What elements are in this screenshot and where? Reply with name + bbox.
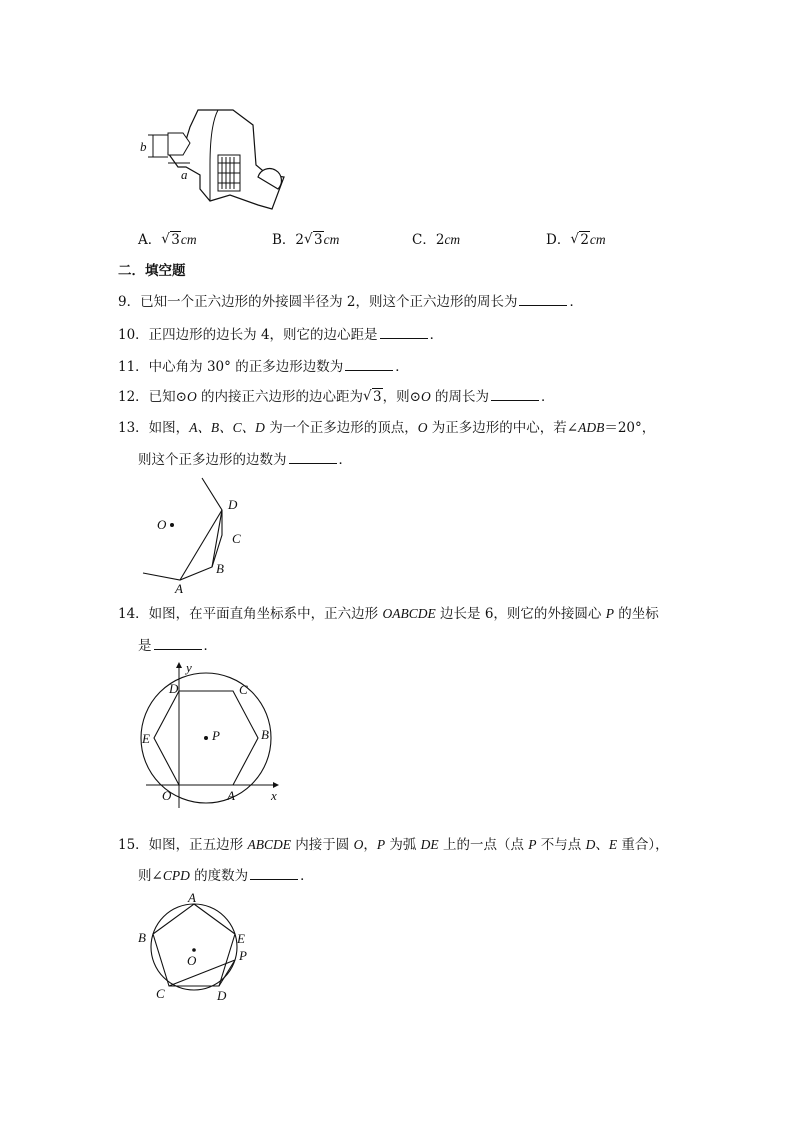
figure-13 <box>140 475 260 595</box>
sqrt-d: √ 2 <box>570 232 590 248</box>
question-11: 11．中心角为 30° 的正多边形边数为 ． <box>118 359 409 375</box>
fig15-C: C <box>156 986 165 1001</box>
fig15-P: P <box>239 948 247 963</box>
option-a: A．√ 3cm <box>138 228 197 248</box>
answer-blank-11 <box>345 358 393 371</box>
answer-blank-15 <box>250 867 298 880</box>
fig13-C: C <box>232 531 241 546</box>
question-15: 15．如图，正五边形 ABCDE 内接于圆 O，P 为弧 DE 上的一点（点 P 不与点 D、E 重合）， <box>118 837 669 853</box>
option-c: C．2cm <box>412 232 461 248</box>
answer-blank-12 <box>491 388 539 401</box>
fig13-D: D <box>228 497 238 512</box>
question-13: 13．如图，A、B、C、D 为一个正多边形的顶点，O 为正多边形的中心，若∠ADB＝20°， <box>118 420 656 436</box>
fig13-A: A <box>175 581 183 595</box>
fig14-y: y <box>186 660 192 675</box>
answer-blank-13 <box>289 451 337 464</box>
fig15-E: E <box>237 931 245 946</box>
fig14-P: P <box>212 728 220 743</box>
fig14-B: B <box>261 727 269 742</box>
question-15-line2: 则∠CPD 的度数为 ． <box>138 868 314 884</box>
fig15-O: O <box>187 953 197 968</box>
question-10: 10．正四边形的边长为 4，则它的边心距是 ． <box>118 327 444 343</box>
figure-14 <box>138 660 283 810</box>
fig14-O: O <box>162 788 172 803</box>
fig15-D: D <box>217 988 227 1003</box>
sqrt-a: √ 3 <box>161 232 181 248</box>
question-13-line2: 则这个正多边形的边数为 ． <box>138 452 352 468</box>
answer-blank-14 <box>154 637 202 650</box>
question-14: 14．如图，在平面直角坐标系中，正六边形 OABCDE 边长是 6，则它的外接圆心 P 的坐标 <box>118 606 659 622</box>
question-14-line2: 是 ． <box>138 638 217 654</box>
question-12: 12．已知⊙O 的内接正六边形的边心距为√ 3，则⊙O 的周长为 ． <box>118 385 555 405</box>
fig13-O: O <box>157 517 167 532</box>
fig14-C: C <box>239 682 248 697</box>
option-b: B．2√ 3cm <box>272 228 339 248</box>
answer-blank-10 <box>380 326 428 339</box>
figure-15 <box>135 890 255 1005</box>
wrench-figure <box>138 105 288 215</box>
fig14-D: D <box>169 681 179 696</box>
fig13-B: B <box>216 561 224 576</box>
label-a: a <box>181 167 188 182</box>
option-d: D．√ 2cm <box>546 228 606 248</box>
fig14-x: x <box>271 788 277 803</box>
section-title: 二．填空题 <box>118 263 186 279</box>
sqrt-b: √ 3 <box>304 232 324 248</box>
fig15-A: A <box>188 890 196 905</box>
question-9: 9．已知一个正六边形的外接圆半径为 2，则这个正六边形的周长为 ． <box>118 294 583 310</box>
fig14-E: E <box>142 731 150 746</box>
label-b: b <box>140 139 147 154</box>
fig14-A: A <box>227 788 235 803</box>
fig15-B: B <box>138 930 146 945</box>
answer-blank-9 <box>519 293 567 306</box>
